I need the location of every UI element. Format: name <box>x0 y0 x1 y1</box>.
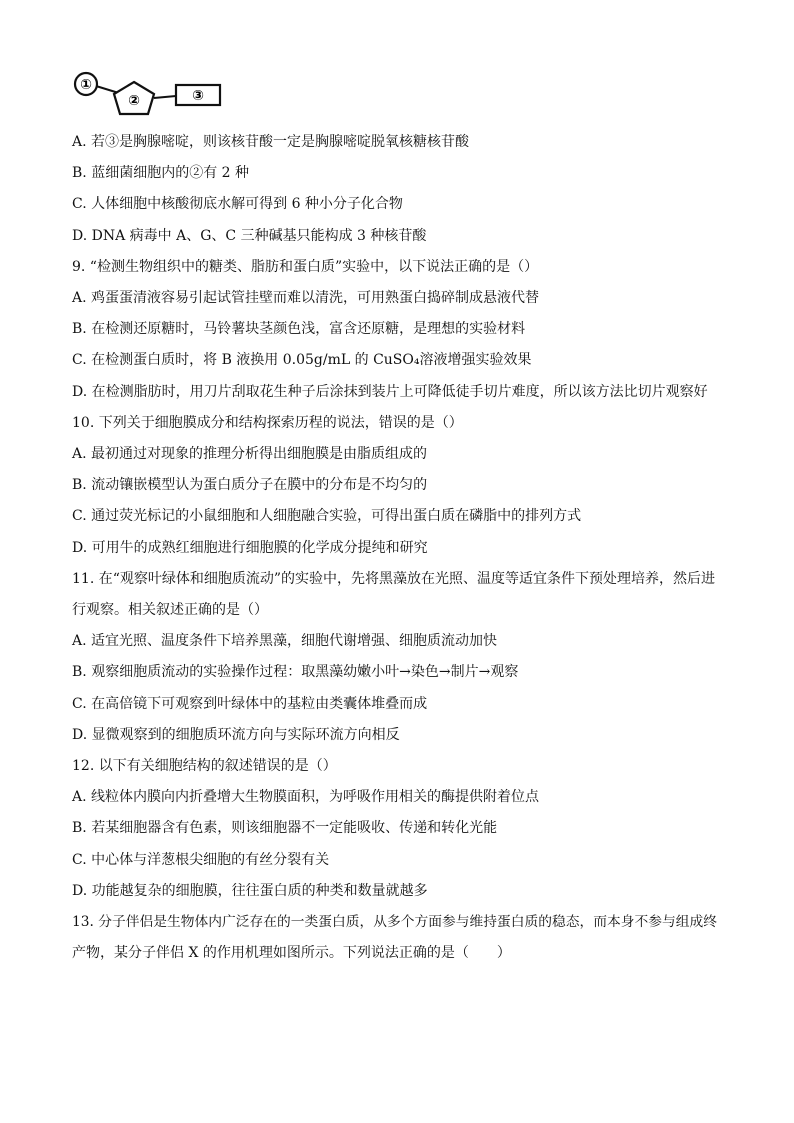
option-10b: B. 流动镶嵌模型认为蛋白质分子在膜中的分布是不均匀的 <box>72 477 428 494</box>
option-9d: D. 在检测脂肪时，用刀片刮取花生种子后涂抹到装片上可降低徒手切片难度，所以该方法比切片观察好 <box>72 383 708 400</box>
option-10d: D. 可用牛的成熟红细胞进行细胞膜的化学成分提纯和研究 <box>72 539 428 556</box>
option-11b: B. 观察细胞质流动的实验操作过程：取黑藻幼嫩小叶→染色→制片→观察 <box>72 664 519 681</box>
option-11c: C. 在高倍镜下可观察到叶绿体中的基粒由类囊体堆叠而成 <box>72 695 428 712</box>
option-12a: A. 线粒体内膜向内折叠增大生物膜面积，为呼吸作用相关的酶提供附着位点 <box>72 789 540 806</box>
question-text <box>72 127 722 969</box>
question-11-line2: 行观察。相关叙述正确的是（） <box>72 602 268 619</box>
option-8a: A. 若③是胸腺嘧啶，则该核苷酸一定是胸腺嘧啶脱氧核糖核苷酸 <box>72 134 470 150</box>
option-12d: D. 功能越复杂的细胞膜，往往蛋白质的种类和数量就越多 <box>72 882 428 899</box>
question-10: 10. 下列关于细胞膜成分和结构探索历程的说法，错误的是（） <box>72 414 463 431</box>
pentose-label: ② <box>128 93 140 109</box>
question-11-line1: 11. 在“观察叶绿体和细胞质流动”的实验中，先将黑藻放在光照、温度等适宜条件下预处理培养，然后进 <box>72 570 716 587</box>
option-11a: A. 适宜光照、温度条件下培养黑藻，细胞代谢增强、细胞质流动加快 <box>72 633 498 650</box>
option-9b: B. 在检测还原糖时，马铃薯块茎颜色浅，富含还原糖，是理想的实验材料 <box>72 321 526 338</box>
question-9: 9. “检测生物组织中的糖类、脂肪和蛋白质”实验中，以下说法正确的是（） <box>72 258 539 275</box>
option-8b: B. 蓝细菌细胞内的②有 2 种 <box>72 165 249 182</box>
option-8d: D. DNA 病毒中 A、G、C 三种碱基只能构成 3 种核苷酸 <box>72 227 427 244</box>
option-8c: C. 人体细胞中核酸彻底水解可得到 6 种小分子化合物 <box>72 196 403 213</box>
question-13-line2: 产物，某分子伴侣 X 的作用机理如图所示。下列说法正确的是（ ） <box>72 945 511 962</box>
nucleotide-diagram <box>72 68 232 118</box>
phosphate-label: ① <box>80 77 92 93</box>
option-12b: B. 若某细胞器含有色素，则该细胞器不一定能吸收、传递和转化光能 <box>72 820 498 837</box>
option-11d: D. 显微观察到的细胞质环流方向与实际环流方向相反 <box>72 726 400 743</box>
option-9a: A. 鸡蛋蛋清液容易引起试管挂壁而难以清洗，可用熟蛋白捣碎制成悬液代替 <box>72 290 540 307</box>
base-label: ③ <box>192 88 204 104</box>
question-13-line1: 13. 分子伴侣是生物体内广泛存在的一类蛋白质，从多个方面参与维持蛋白质的稳态，而本身不参与组成终 <box>72 914 717 931</box>
question-12: 12. 以下有关细胞结构的叙述错误的是（） <box>72 758 337 775</box>
option-10a: A. 最初通过对现象的推理分析得出细胞膜是由脂质组成的 <box>72 446 428 463</box>
option-10c: C. 通过荧光标记的小鼠细胞和人细胞融合实验，可得出蛋白质在磷脂中的排列方式 <box>72 508 582 525</box>
option-9c: C. 在检测蛋白质时，将 B 液换用 0.05g/mL 的 CuSO₄溶液增强实验效果 <box>72 352 532 369</box>
option-12c: C. 中心体与洋葱根尖细胞的有丝分裂有关 <box>72 851 330 868</box>
